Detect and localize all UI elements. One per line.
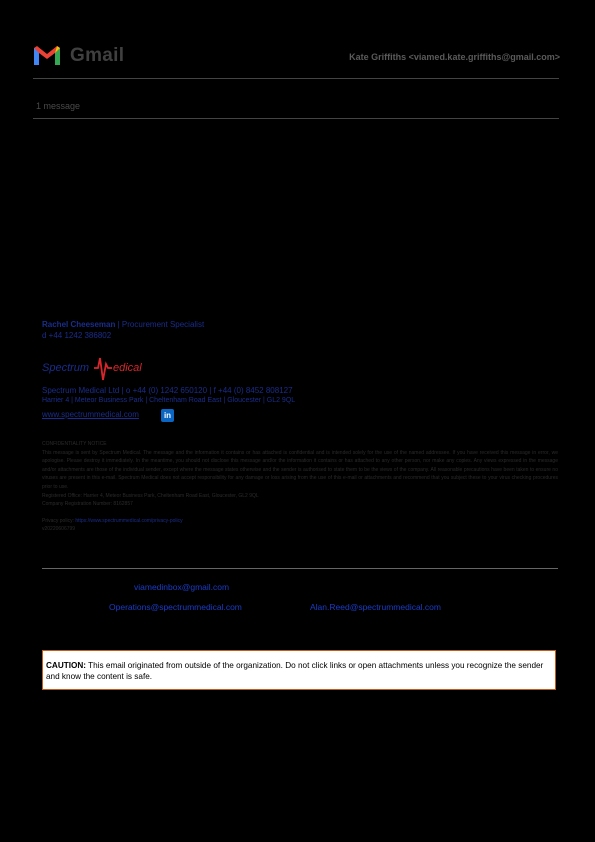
brand-word-2: edical xyxy=(113,362,142,374)
notice-registered-office: Registered Office: Harrier 4, Meteor Business Park, Cheltenham Road East, Gloucester, GL2 9QL xyxy=(42,492,259,499)
heartbeat-icon xyxy=(94,358,112,380)
header-divider xyxy=(33,78,559,79)
notice-company-reg: Company Registration Number: 8162857 xyxy=(42,501,133,508)
signature-name-line: Rachel Cheeseman | Procurement Specialist xyxy=(42,320,205,329)
notice-ref: v20220606799 xyxy=(42,526,76,533)
privacy-link[interactable]: https://www.spectrummedical.com/privacy-policy xyxy=(75,517,183,524)
signature-title: Procurement Specialist xyxy=(121,320,205,329)
signature-name: Rachel Cheeseman xyxy=(42,320,116,329)
company-contact-line: Spectrum Medical Ltd | o +44 (0) 1242 650120 | f +44 (0) 8452 808127 xyxy=(42,386,293,395)
website-link[interactable]: www.spectrummedical.com xyxy=(42,410,139,419)
account-user: Kate Griffiths <viamed.kate.griffiths@gmail.com> xyxy=(349,52,560,62)
confidentiality-notice xyxy=(42,440,558,534)
cc-recipient-link-2[interactable]: Alan.Reed@spectrummedical.com xyxy=(310,602,441,612)
message-count: 1 message xyxy=(36,101,81,111)
external-caution-banner xyxy=(42,650,556,690)
company-address-line: Harrier 4 | Meteor Business Park | Cheltenham Road East | Gloucester | GL2 9QL xyxy=(42,397,296,404)
brand-word-1: Spectrum xyxy=(42,362,90,374)
signature-direct-phone: d +44 1242 386802 xyxy=(42,331,112,340)
notice-body: This message is sent by Spectrum Medical. The message and the information it contains or has attached is confidential and is intended solely for the use of the named addressee. If you have received this message in error, we apologise. Please destroy it immediately. In the meantime, you should not disclose this message and/or the information it contains or has attached to any other person, nor make any copies. Any views expressed in the message and/or attachments are those of the individual sender, except where the message states otherwise and the sender is authorised to state them to be the views of the company. All reasonable precautions have been taken to ensure no viruses are present in this e-mail. Spectrum Medical does not accept responsibility for any damage or loss arising from the use of this e-mail or attachments and recommend that you subject these to your virus checking procedures prior to use. xyxy=(42,449,558,490)
notice-heading: CONFIDENTIALITY NOTICE xyxy=(42,441,107,447)
privacy-label: Privacy policy: xyxy=(42,517,74,524)
app-name: Gmail xyxy=(70,45,125,66)
caution-text: This email originated from outside of the organization. Do not click links or open attachments unless you recognize the sender and know the content is safe. xyxy=(46,661,544,681)
signature-divider xyxy=(42,568,558,569)
cc-recipient-link-1[interactable]: Operations@spectrummedical.com xyxy=(109,602,242,612)
privacy-line xyxy=(42,517,558,526)
thread-divider xyxy=(33,118,559,119)
to-recipient-link[interactable]: viamedinbox@gmail.com xyxy=(134,582,230,592)
caution-label: CAUTION: xyxy=(46,661,87,670)
spectrum-medical-logo xyxy=(42,354,162,382)
linkedin-icon[interactable]: in xyxy=(161,409,174,422)
